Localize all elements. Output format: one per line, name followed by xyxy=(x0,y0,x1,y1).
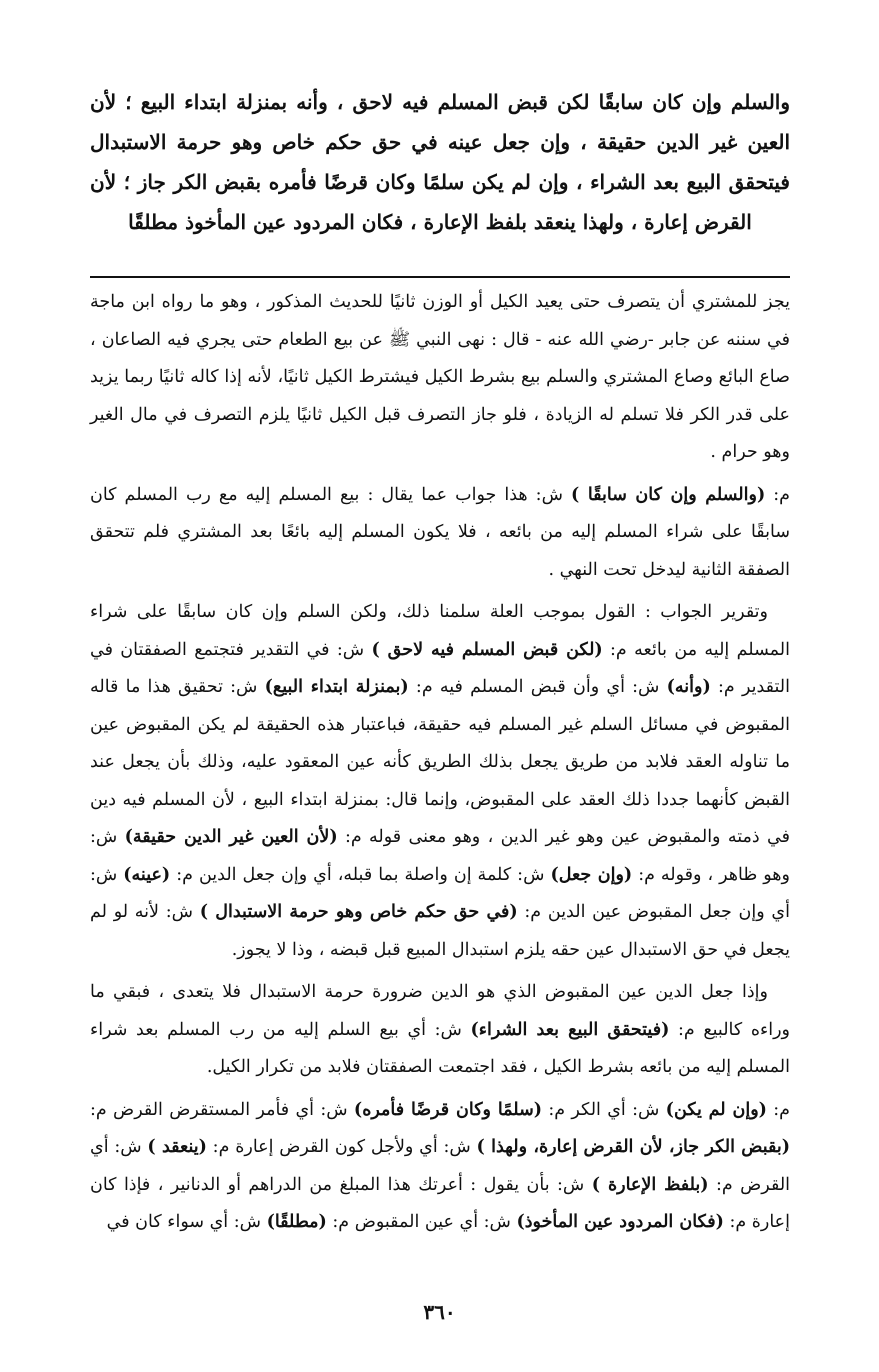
commentary-paragraph-1: يجز للمشتري أن يتصرف حتى يعيد الكيل أو الوزن ثانيًا للحديث المذكور ، وهو ما رواه ابن ماجة في سننه عن جابر -رضي الله عنه - قال : نهى النبي ﷺ عن بيع الطعام حتى يجري فيه الصاعان ، صاع البائع وصاع المشتري والسلم بيع بشرط الكيل فيشترط الكيل ثانيًا، لأنه إذا كاله ثانيًا ربما يزيد على قدر الكر فلا تسلم له الزيادة ، فلو جاز التصرف قبل الكيل ثانيًا يلزم التصرف في مال الغير وهو حرام . xyxy=(90,292,790,462)
text-span: م: xyxy=(765,484,791,505)
commentary-paragraph-5 xyxy=(90,1092,790,1242)
text-span: ش: كلمة إن واصلة بما قبله، أي وإن جعل الدين م: xyxy=(170,864,551,885)
text-span: ش: أي سواء كان في xyxy=(106,1212,267,1232)
text-span: ش: أي وأن قبض المسلم فيه م: xyxy=(408,677,667,697)
quoted-matn: (فكان المردود عين المأخوذ) xyxy=(516,1212,724,1232)
text-span: ش: في التقدير فتجتمع الصفقتان في التقدير م: xyxy=(90,639,790,697)
quoted-matn: (بلفظ الإعارة ) xyxy=(591,1174,709,1195)
text-span: وإذا جعل الدين عين المقبوض الذي هو الدين ضرورة حرمة الاستبدال فلا يتعدى ، فبقي ما وراءه كالبيع م: xyxy=(90,982,790,1040)
quoted-matn: (لأن العين غير الدين حقيقة) xyxy=(124,827,338,847)
text-span: ش: أي القرض م: xyxy=(90,1137,791,1195)
main-text xyxy=(90,82,790,242)
quoted-matn: (لكن قبض المسلم فيه لاحق ) xyxy=(371,639,603,660)
text-span: ش: أي وإن جعل المقبوض عين الدين م: xyxy=(90,864,790,922)
quoted-matn: (في حق حكم خاص وهو حرمة الاستبدال ) xyxy=(199,902,518,922)
footnote-divider xyxy=(90,276,790,278)
quoted-matn: (وإن لم يكن) xyxy=(665,1099,767,1120)
text-span: ش: أي الكر م: xyxy=(542,1099,666,1120)
quoted-matn: (وإن جعل) xyxy=(550,864,633,885)
quoted-matn: (فيتحقق البيع بعد الشراء) xyxy=(470,1019,670,1040)
quoted-matn: (ينعقد ) xyxy=(147,1137,207,1157)
commentary-paragraph-3 xyxy=(90,594,790,969)
page-number: ٣٦٠ xyxy=(423,1300,456,1324)
text-span: وتقرير الجواب : القول بموجب العلة سلمنا ذلك، ولكن السلم وإن كان سابقًا على شراء المسلم إليه من بائعه م: xyxy=(90,602,790,660)
text-span: ش: وهو ظاهر ، وقوله م: xyxy=(90,827,790,885)
quoted-matn: (مطلقًا) xyxy=(266,1212,327,1232)
text-span: ش: أي بيع السلم إليه من رب المسلم بعد شراء المسلم إليه من بائعه بشرط الكيل ، فقد اجتمعت الصفقتان فلابد من تكرار الكيل. xyxy=(90,1019,790,1077)
commentary-paragraph-4 xyxy=(90,974,790,1087)
quoted-matn: (عينه) xyxy=(123,864,171,885)
text-span: ش: تحقيق هذا ما قاله المقبوض في مسائل السلم غير المسلم فيه حقيقة، فباعتبار هذه الحقيقة لم يكن المقبوض عين ما تناوله العقد فلابد من طريق يجعل بذلك الطريق كأنه عين المعقود عليه، وذلك بأن يجعل عند القبض كأنهما جددا ذلك العقد على المقبوض، وإنما قال: بمنزلة ابتداء البيع ، لأن المسلم فيه دين في ذمته والمقبوض عين وهو غير الدين ، وهو معنى قوله م: xyxy=(90,677,790,847)
quoted-matn: (والسلم وإن كان سابقًا ) xyxy=(570,484,766,505)
text-span: ش: لأنه لو لم يجعل في حق الاستبدال عين حقه يلزم استبدال المبيع قبل قبضه ، وذا لا يجوز. xyxy=(90,902,790,960)
text-span: م: xyxy=(766,1099,790,1120)
text-span: ش: هذا جواب عما يقال : بيع المسلم إليه مع رب المسلم كان سابقًا على شراء المسلم إليه من بائعه ، فلا يكون المسلم إليه بائعًا بعد المشتري فلم تتحقق الصفقة الثانية ليدخل تحت النهي . xyxy=(90,484,790,580)
quoted-matn: (بمنزلة ابتداء البيع) xyxy=(264,677,409,697)
quoted-matn: (وأنه) xyxy=(666,677,711,697)
text-span: ش: أي فأمر المستقرض القرض م: xyxy=(90,1099,354,1120)
text-span: ش: أي ولأجل كون القرض إعارة م: xyxy=(206,1137,477,1157)
text-span: ش: بأن يقول : أعرتك هذا المبلغ من الدراهم أو الدنانير ، فإذا كان إعارة م: xyxy=(90,1174,790,1232)
commentary xyxy=(90,284,790,1247)
text-span: ش: أي عين المقبوض م: xyxy=(326,1212,517,1232)
quoted-matn: (بقبض الكر جاز، لأن القرض إعارة، ولهذا ) xyxy=(476,1137,790,1157)
quoted-matn: (سلمًا وكان قرضًا فأمره) xyxy=(353,1099,543,1120)
main-text-paragraph: والسلم وإن كان سابقًا لكن قبض المسلم فيه لاحق ، وأنه بمنزلة ابتداء البيع ؛ لأن العين غير الدين حقيقة ، وإن جعل عينه في حق حكم خاص وهو حرمة الاستبدال فيتحقق البيع بعد الشراء ، وإن لم يكن سلمًا وكان قرضًا فأمره بقبض الكر جاز ؛ لأن القرض إعارة ، ولهذا ينعقد بلفظ الإعارة ، فكان المردود عين المأخوذ مطلقًا xyxy=(90,90,790,234)
commentary-paragraph-2 xyxy=(90,477,790,590)
